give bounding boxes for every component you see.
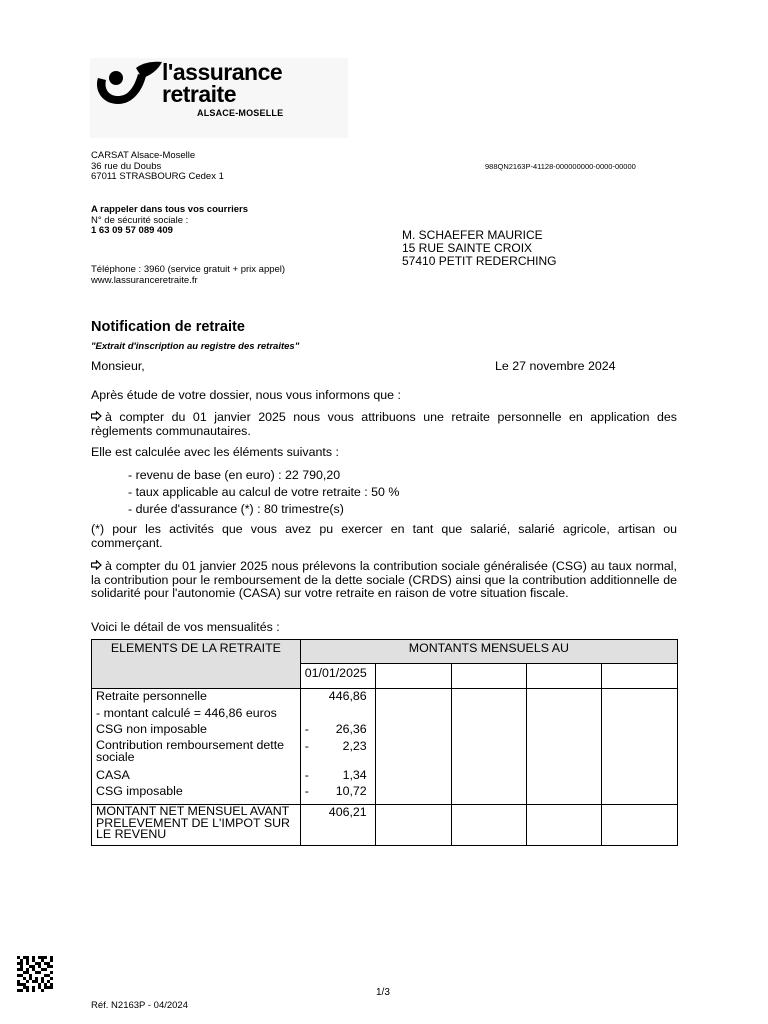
empty-cell xyxy=(602,805,678,846)
row-sign: - xyxy=(304,767,309,782)
empty-cell xyxy=(451,664,527,689)
assurance-retraite-logo-icon xyxy=(92,60,164,108)
website-link[interactable]: www.lassuranceretraite.fr xyxy=(91,274,198,286)
row-label: Contribution remboursement dette sociale xyxy=(96,737,285,764)
contact-block xyxy=(91,265,285,286)
recipient-street: 15 RUE SAINTE CROIX xyxy=(402,241,533,255)
empty-cell xyxy=(375,664,451,689)
row-value: 10,72 xyxy=(335,784,367,798)
row-label: Retraite personnelle xyxy=(96,689,207,703)
paragraph-attribution-text: à compter du 01 janvier 2025 nous vous attribuons une retraite personnelle en application des règlements communautaires. xyxy=(91,410,677,438)
row-value: 26,36 xyxy=(335,722,367,736)
qr-code-icon xyxy=(17,956,53,992)
arrow-right-icon xyxy=(91,411,105,425)
calc-element: - revenu de base (en euro) : 22 790,20 xyxy=(128,468,341,482)
empty-cell xyxy=(375,805,451,846)
row-label: CSG non imposable xyxy=(96,722,207,736)
reference-code: 988QN2163P-41128-000000000-0000-00000 xyxy=(485,162,636,171)
calc-elements-list xyxy=(128,467,399,518)
recipient-city: 57410 PETIT REDERCHING xyxy=(402,254,557,268)
row-value: 2,23 xyxy=(342,738,367,753)
empty-cell xyxy=(527,664,602,689)
empty-cell xyxy=(602,664,678,689)
empty-cell xyxy=(602,689,678,805)
footnote: (*) pour les activités que vous avez pu exercer en tant que salarié, salarié agricole, artisan ou commerçant. xyxy=(91,522,677,550)
row-value: 1,34 xyxy=(342,767,367,782)
row-sign: - xyxy=(304,738,309,753)
recipient-address xyxy=(402,229,557,268)
detail-intro: Voici le détail de vos mensualités : xyxy=(91,620,280,634)
row-sign: - xyxy=(304,784,309,798)
header-elements: ELEMENTS DE LA RETRAITE xyxy=(92,640,301,689)
intro-text: Après étude de votre dossier, nous vous informons que : xyxy=(91,388,401,402)
page-title: Notification de retraite xyxy=(91,319,245,335)
logo-text-line2: retraite xyxy=(162,81,236,107)
header-amounts: MONTANTS MENSUELS AU xyxy=(300,640,677,664)
page-number: 1/3 xyxy=(376,987,390,998)
date-column-header: 01/01/2025 xyxy=(300,664,375,689)
page-subtitle: "Extrait d'inscription au registre des retraites" xyxy=(91,341,300,352)
recall-block xyxy=(91,205,248,237)
total-value: 406,21 xyxy=(328,805,367,819)
empty-cell xyxy=(527,805,602,846)
sender-city: 67011 STRASBOURG Cedex 1 xyxy=(91,171,224,182)
pension-table xyxy=(91,639,678,846)
paragraph-contributions-text: à compter du 01 janvier 2025 nous prélevons la contribution sociale généralisée (CSG) au taux normal, la contribution pour le remboursement de la dette sociale (CRDS) ainsi que la contribution additionnelle de solidarité pour l'autonomie (CASA) sur votre retraite en raison de votre situation fiscale. xyxy=(91,559,677,600)
calc-element: - taux applicable au calcul de votre retraite : 50 % xyxy=(128,485,400,499)
row-value: 446,86 xyxy=(328,689,367,703)
table-labels xyxy=(92,689,301,805)
sender-address xyxy=(91,151,224,183)
recall-heading: A rappeler dans tous vos courriers xyxy=(91,204,248,215)
sender-street: 36 rue du Doubs xyxy=(91,160,162,172)
recipient-name: M. SCHAEFER MAURICE xyxy=(402,228,543,242)
footer-reference: Réf. N2163P - 04/2024 xyxy=(91,1000,189,1011)
table-values xyxy=(300,689,375,805)
total-label: MONTANT NET MENSUEL AVANT PRELEVEMENT DE L'IMPOT SUR LE REVENU xyxy=(92,805,301,846)
ss-label: N° de sécurité sociale : xyxy=(91,214,189,226)
salutation: Monsieur, xyxy=(91,359,145,373)
total-value-cell xyxy=(300,805,375,846)
row-label: CSG imposable xyxy=(96,784,183,798)
ss-number: 1 63 09 57 089 409 xyxy=(91,225,173,236)
row-sign: - xyxy=(304,722,309,736)
logo-text-line1: l'assurance xyxy=(162,59,283,85)
sender-name: CARSAT Alsace-Moselle xyxy=(91,150,196,161)
phone-text: Téléphone : 3960 (service gratuit + prix appel) xyxy=(91,264,286,275)
empty-cell xyxy=(375,689,451,805)
row-label: - montant calculé = 446,86 euros xyxy=(96,705,277,720)
empty-cell xyxy=(527,689,602,805)
empty-cell xyxy=(451,805,527,846)
row-label: CASA xyxy=(96,767,130,782)
logo xyxy=(90,58,348,138)
calc-element: - durée d'assurance (*) : 80 trimestre(s) xyxy=(128,502,344,516)
logo-text-line3: ALSACE-MOSELLE xyxy=(197,108,284,118)
calc-intro: Elle est calculée avec les éléments suivants : xyxy=(91,445,339,459)
empty-cell xyxy=(451,689,527,805)
arrow-right-icon xyxy=(91,560,105,574)
paragraph-attribution xyxy=(91,411,677,438)
paragraph-contributions xyxy=(91,560,677,601)
letter-date: Le 27 novembre 2024 xyxy=(495,359,616,373)
